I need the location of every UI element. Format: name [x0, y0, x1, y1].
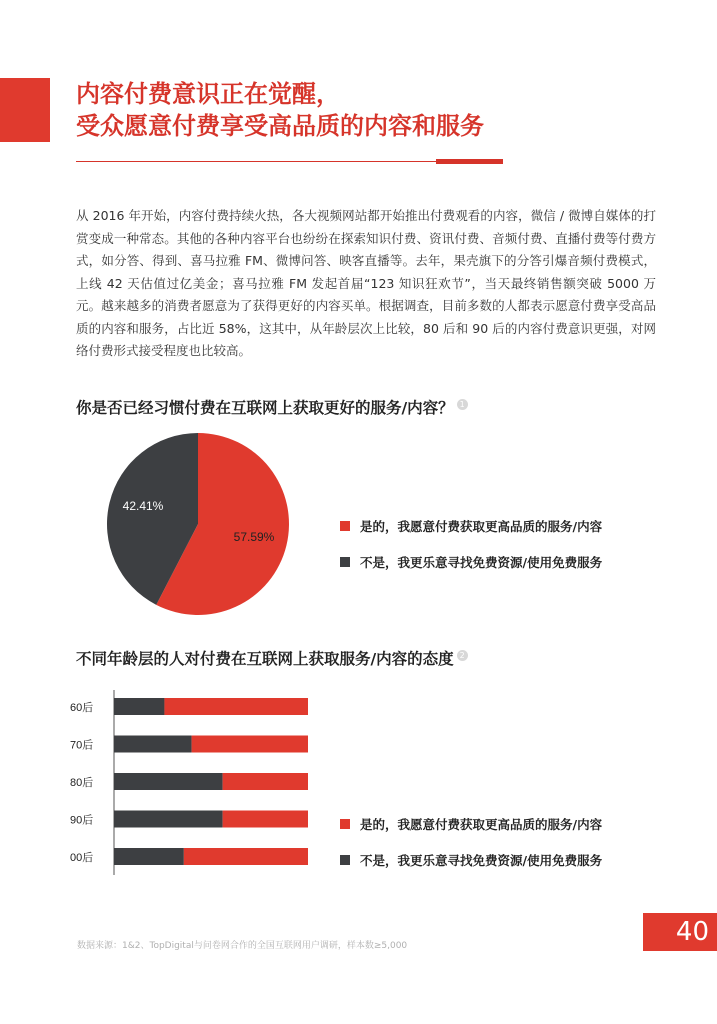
- pie-section-title: [76, 396, 468, 418]
- bar-segment-no: [114, 698, 164, 715]
- headline: [76, 78, 484, 142]
- footnote-marker-1: 1: [457, 399, 468, 410]
- accent-block: [0, 78, 50, 142]
- data-source-footnote: 数据来源：1&2、TopDigital与问卷网合作的全国互联网用户调研，样本数≥5,000: [77, 941, 408, 951]
- bar-section-title: [76, 647, 468, 669]
- headline-rule-accent: [436, 159, 503, 164]
- legend-item-yes: [340, 516, 602, 536]
- bar-category-label: 80后: [70, 777, 94, 789]
- bar-segment-yes: [184, 848, 308, 865]
- bar-segment-no: [114, 736, 192, 753]
- bar-legend-item-yes: [340, 814, 602, 834]
- bar-segment-no: [114, 848, 184, 865]
- footnote-marker-2: 2: [457, 650, 468, 661]
- legend-label-no: 不是，我更乐意寻找免费资源/使用免费服务: [360, 555, 603, 570]
- bar-rows: [70, 698, 308, 865]
- bar-category-label: 00后: [70, 852, 94, 864]
- pie-label-no: 42.41%: [122, 499, 164, 513]
- bar-segment-no: [114, 773, 223, 790]
- pie-legend: [340, 516, 602, 588]
- bar-section-title-text: 不同年龄层的人对付费在互联网上获取服务/内容的态度: [76, 650, 454, 668]
- legend-item-no: [340, 552, 602, 572]
- legend-swatch-dark: [340, 557, 350, 567]
- bar-segment-yes: [164, 698, 308, 715]
- headline-line-2: 受众愿意付费享受高品质的内容和服务: [76, 112, 484, 140]
- headline-rule: [76, 161, 436, 162]
- bar-segment-yes: [223, 773, 308, 790]
- bar-legend: [340, 814, 602, 886]
- bar-legend-swatch-red: [340, 819, 350, 829]
- pie-chart: [105, 431, 291, 617]
- legend-label-yes: 是的，我愿意付费获取更高品质的服务/内容: [360, 519, 603, 534]
- bar-chart: [70, 690, 320, 878]
- pie-section-title-text: 你是否已经习惯付费在互联网上获取更好的服务/内容？: [76, 399, 454, 417]
- bar-legend-item-no: [340, 850, 602, 870]
- bar-segment-no: [114, 811, 223, 828]
- bar-legend-swatch-dark: [340, 855, 350, 865]
- bar-category-label: 70后: [70, 739, 94, 752]
- body-paragraph: 从 2016 年开始，内容付费持续火热，各大视频网站都开始推出付费观看的内容，微信 / 微博自媒体的打赏变成一种常态。其他的各种内容平台也纷纷在探索知识付费、资讯付费、音频付费、直播付费等付费方式，如分答、得到、喜马拉雅 FM、微博问答、映客直播等。去年，果壳旗下的分答引爆音频付费模式，上线 42 天估值过亿美金；喜马拉雅 FM 发起首届“123 知识狂欢节”，当天最终销售额突破 5000 万元。越来越多的消费者愿意为了获得更好的内容买单。根据调查，目前多数的人都表示愿意付费享受高品质的内容和服务，占比近 58%，这其中，从年龄层次上比较，80 后和 90 后的内容付费意识更强，对网络付费形式接受程度也比较高。: [76, 208, 656, 358]
- bar-legend-label-no: 不是，我更乐意寻找免费资源/使用免费服务: [360, 853, 603, 868]
- legend-swatch-red: [340, 521, 350, 531]
- page-number: 40: [643, 913, 717, 951]
- headline-line-1: 内容付费意识正在觉醒，: [76, 80, 340, 108]
- bar-category-label: 60后: [70, 702, 94, 714]
- pie-label-yes: 57.59%: [233, 530, 275, 544]
- bar-segment-yes: [223, 811, 308, 828]
- bar-segment-yes: [192, 736, 308, 753]
- bar-legend-label-yes: 是的，我愿意付费获取更高品质的服务/内容: [360, 817, 603, 832]
- bar-category-label: 90后: [70, 814, 94, 827]
